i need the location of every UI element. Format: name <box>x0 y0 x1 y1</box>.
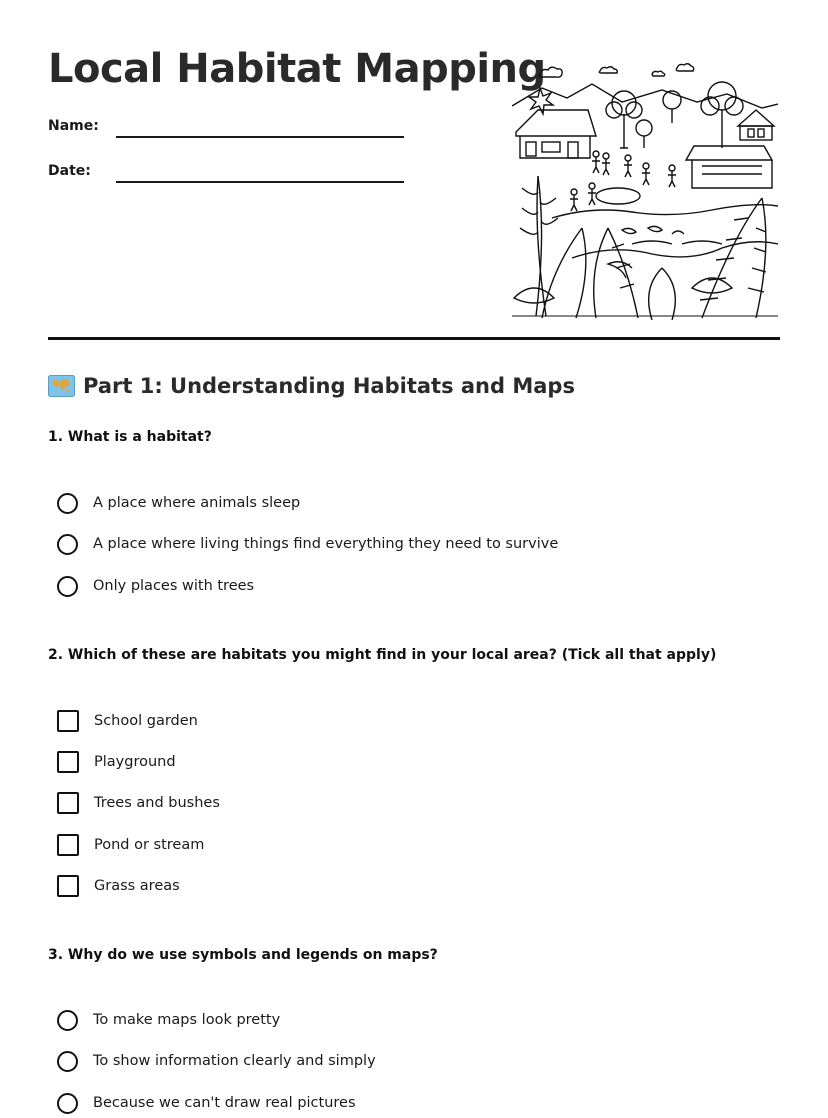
market-stall-icon <box>686 146 772 188</box>
checkbox[interactable] <box>57 875 79 897</box>
cloud-icon <box>539 64 694 77</box>
q3-option-1[interactable] <box>57 1007 280 1033</box>
checkbox[interactable] <box>57 834 79 856</box>
checkbox[interactable] <box>57 751 79 773</box>
option-label: To show information clearly and simply <box>93 1053 376 1069</box>
q2-option-2[interactable] <box>57 749 176 775</box>
option-label: Trees and bushes <box>94 795 220 811</box>
q2-option-1[interactable] <box>57 708 198 734</box>
date-line[interactable] <box>116 167 404 183</box>
option-label: To make maps look pretty <box>93 1012 281 1028</box>
question-3: 3. Why do we use symbols and legends on maps? <box>48 947 438 963</box>
q3-option-2[interactable] <box>57 1048 376 1074</box>
part1-heading-text: Part 1: Understanding Habitats and Maps <box>83 374 575 398</box>
option-label: School garden <box>94 713 198 729</box>
people-icon <box>570 151 676 211</box>
worksheet-title: Local Habitat Mapping <box>48 46 546 92</box>
option-label: Grass areas <box>94 878 180 894</box>
checkbox[interactable] <box>57 792 79 814</box>
q1-option-2[interactable] <box>57 531 558 557</box>
world-map-icon <box>48 375 75 397</box>
date-field[interactable] <box>48 163 404 179</box>
q1-option-1[interactable] <box>57 490 300 516</box>
date-label: Date: <box>48 163 91 179</box>
tree-icon <box>529 82 743 148</box>
radio-button[interactable] <box>57 1051 78 1072</box>
part1-heading <box>48 374 575 398</box>
radio-button[interactable] <box>57 493 78 514</box>
option-label: A place where living things find everything they need to survive <box>93 536 559 552</box>
option-label: Playground <box>94 754 176 770</box>
radio-button[interactable] <box>57 1010 78 1031</box>
house-icon <box>738 110 774 140</box>
option-label: Because we can't draw real pictures <box>93 1095 356 1111</box>
house-icon <box>516 110 596 158</box>
option-label: A place where animals sleep <box>93 495 301 511</box>
name-label: Name: <box>48 118 99 134</box>
option-label: Only places with trees <box>93 578 255 594</box>
name-field[interactable] <box>48 118 404 134</box>
village-landscape-illustration <box>512 58 778 320</box>
name-line[interactable] <box>116 122 404 138</box>
q2-option-5[interactable] <box>57 873 180 899</box>
section-divider <box>48 337 780 340</box>
radio-button[interactable] <box>57 1093 78 1114</box>
option-label: Pond or stream <box>94 837 205 853</box>
radio-button[interactable] <box>57 576 78 597</box>
question-2: 2. Which of these are habitats you might find in your local area? (Tick all that apply) <box>48 647 717 663</box>
question-1: 1. What is a habitat? <box>48 429 212 445</box>
q2-option-3[interactable] <box>57 790 220 816</box>
q2-option-4[interactable] <box>57 832 204 858</box>
checkbox[interactable] <box>57 710 79 732</box>
q3-option-3[interactable] <box>57 1090 356 1116</box>
q1-option-3[interactable] <box>57 573 254 599</box>
radio-button[interactable] <box>57 534 78 555</box>
